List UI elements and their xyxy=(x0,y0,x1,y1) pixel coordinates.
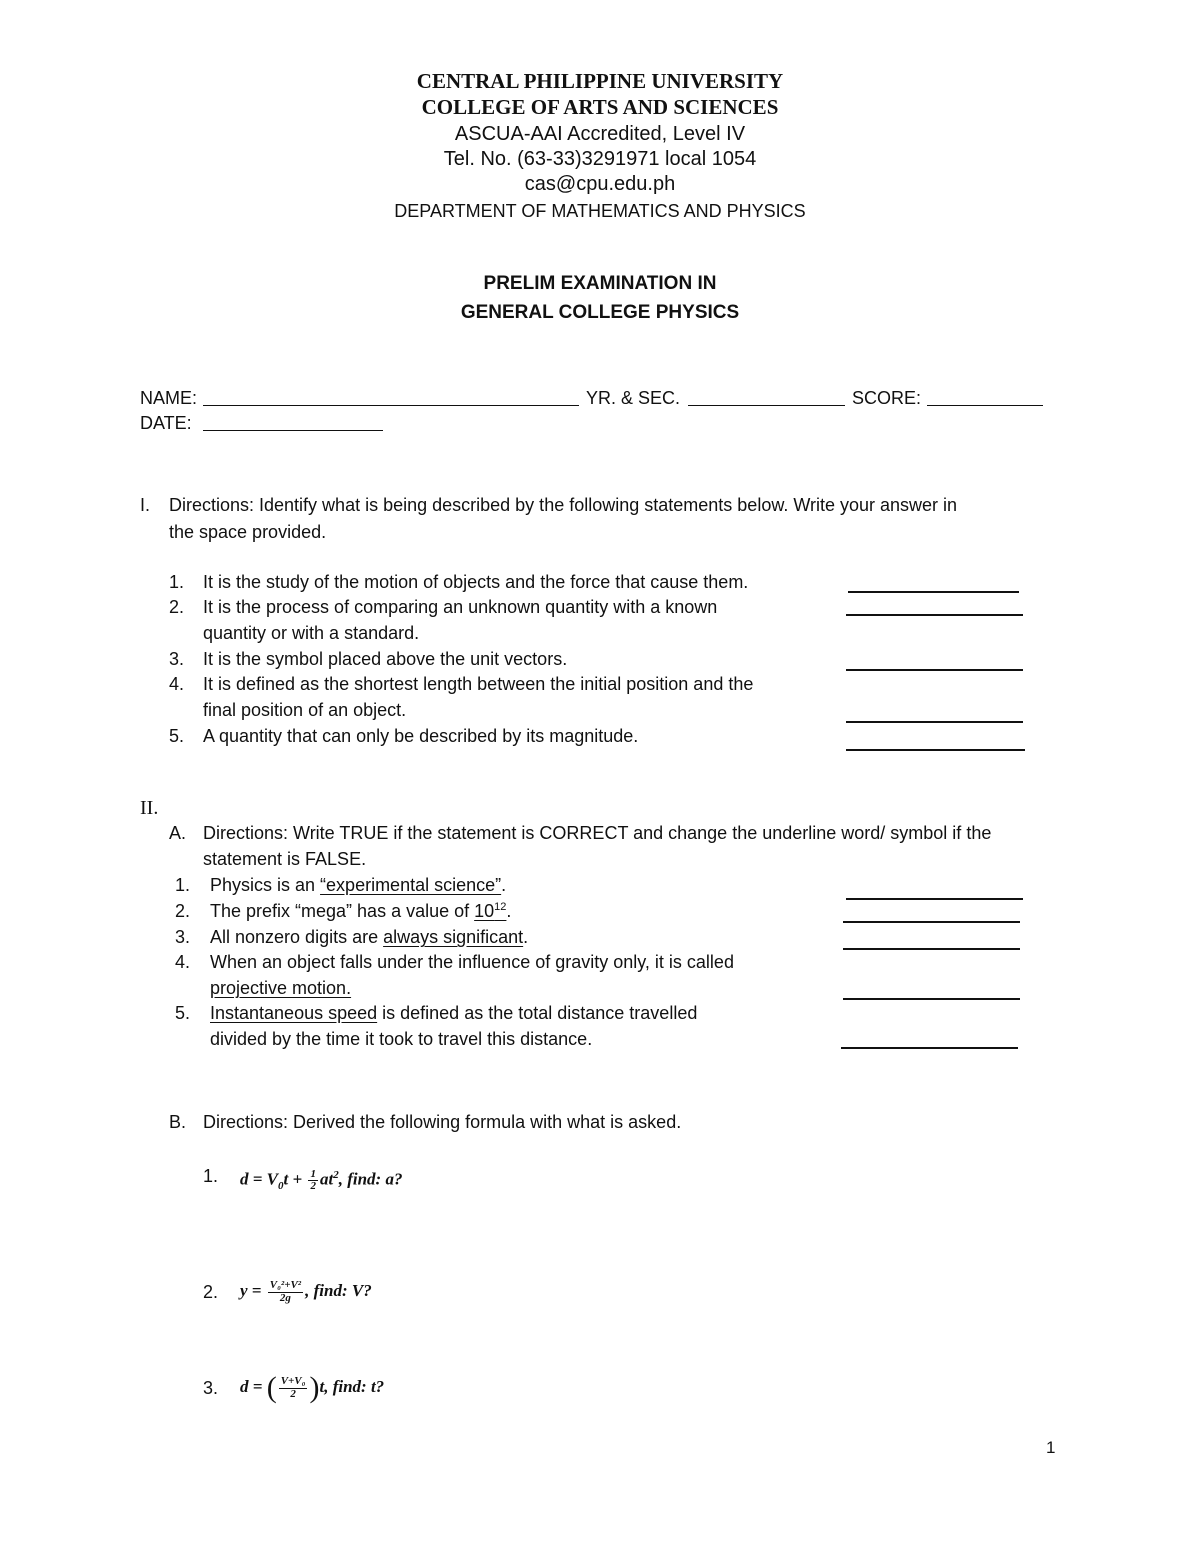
denominator: 2 xyxy=(290,1387,296,1400)
part1-directions-cont: the space provided. xyxy=(169,522,327,542)
item-text-post: . xyxy=(506,901,512,921)
formula-number: 3. xyxy=(203,1378,219,1398)
yr-sec-field[interactable] xyxy=(688,405,845,406)
answer-line[interactable] xyxy=(846,898,1023,900)
find-target: , find: V? xyxy=(305,1281,372,1300)
item-text-post: is defined as the total distance travelled xyxy=(377,1003,698,1023)
item-number: 5. xyxy=(175,1003,191,1023)
item-text-post: . xyxy=(501,875,507,895)
answer-line[interactable] xyxy=(846,669,1023,671)
formula-right: t xyxy=(319,1377,325,1396)
department-name: DEPARTMENT OF MATHEMATICS AND PHYSICS xyxy=(394,201,806,221)
formula-left: y = xyxy=(240,1281,266,1300)
section-a-letter: A. xyxy=(169,823,187,843)
formula-left: d = V xyxy=(240,1169,279,1189)
answer-line[interactable] xyxy=(841,1047,1018,1049)
score-field[interactable] xyxy=(927,405,1043,406)
formula-3 xyxy=(240,1368,384,1407)
exponent: 12 xyxy=(494,901,507,913)
item-text: It is the symbol placed above the unit vectors. xyxy=(203,649,568,669)
formula-1 xyxy=(240,1158,402,1203)
item-number: 1. xyxy=(169,572,185,592)
section-a-directions-cont: statement is FALSE. xyxy=(203,849,367,869)
date-field[interactable] xyxy=(203,430,383,431)
formula-left: d = xyxy=(240,1377,267,1396)
underlined-term: always significant xyxy=(383,927,524,947)
paren-open: ( xyxy=(266,1371,277,1405)
name-field[interactable] xyxy=(203,405,579,406)
part1-numeral: I. xyxy=(140,495,151,515)
name-label: NAME: xyxy=(140,388,198,408)
part1-directions: Directions: Identify what is being described by the following statements below. Write your answer in xyxy=(169,495,958,515)
answer-line[interactable] xyxy=(843,948,1020,950)
formula-2 xyxy=(240,1274,372,1308)
item-text-pre: Physics is an xyxy=(210,875,321,895)
item-text-cont: quantity or with a standard. xyxy=(203,623,420,643)
answer-line[interactable] xyxy=(846,614,1023,616)
formula-number: 1. xyxy=(203,1166,219,1186)
part2-numeral: II. xyxy=(140,797,159,819)
underlined-term: projective motion. xyxy=(210,978,352,998)
item-text: It is the process of comparing an unknown quantity with a known xyxy=(203,597,718,617)
item-text-pre: All nonzero digits are xyxy=(210,927,384,947)
item-number: 3. xyxy=(175,927,191,947)
denominator: 2 xyxy=(310,1180,316,1193)
item-text xyxy=(210,876,506,894)
item-text-post: . xyxy=(523,927,529,947)
exam-title-line2: GENERAL COLLEGE PHYSICS xyxy=(460,302,740,323)
answer-line[interactable] xyxy=(846,749,1025,751)
denominator: 2g xyxy=(279,1291,291,1304)
accreditation: ASCUA-AAI Accredited, Level IV xyxy=(454,123,746,145)
fraction xyxy=(268,1280,303,1304)
subscript: 0 xyxy=(278,1180,284,1193)
paren-close: ) xyxy=(309,1371,320,1405)
item-number: 2. xyxy=(175,901,191,921)
page-number: 1 xyxy=(1046,1438,1056,1457)
item-text-pre: The prefix “mega” has a value of xyxy=(210,901,475,921)
score-label: SCORE: xyxy=(852,388,922,408)
numerator: V₀²+V² xyxy=(269,1279,302,1292)
underlined-term: Instantaneous speed xyxy=(210,1003,378,1023)
item-number: 5. xyxy=(169,726,185,746)
answer-line[interactable] xyxy=(843,998,1020,1000)
answer-line[interactable] xyxy=(848,591,1019,593)
fraction xyxy=(279,1376,308,1400)
item-text-cont: final position of an object. xyxy=(203,700,407,720)
formula-mid: t + xyxy=(283,1169,307,1189)
underlined-term: “experimental science” xyxy=(320,875,502,895)
item-text xyxy=(210,928,528,946)
exponent: 2 xyxy=(333,1169,339,1181)
fraction xyxy=(308,1169,318,1193)
item-number: 4. xyxy=(175,952,191,972)
yr-sec-label: YR. & SEC. xyxy=(586,388,681,408)
section-a-directions: Directions: Write TRUE if the statement is CORRECT and change the underline word/ symbol if the xyxy=(203,823,992,843)
item-text: When an object falls under the influence of gravity only, it is called xyxy=(210,952,734,972)
numerator: V+V₀ xyxy=(280,1375,306,1388)
section-b-letter: B. xyxy=(169,1112,187,1132)
item-text: A quantity that can only be described by its magnitude. xyxy=(203,726,639,746)
item-number: 3. xyxy=(169,649,185,669)
university-name: CENTRAL PHILIPPINE UNIVERSITY xyxy=(416,69,784,93)
date-label: DATE: xyxy=(140,413,192,433)
find-target: , find: t? xyxy=(324,1377,385,1396)
item-text xyxy=(210,1004,697,1022)
underlined-term xyxy=(474,901,506,921)
item-number: 4. xyxy=(169,674,185,694)
numerator: 1 xyxy=(310,1167,316,1180)
section-b-directions: Directions: Derived the following formula with what is asked. xyxy=(203,1112,682,1132)
formula-right: at xyxy=(319,1169,334,1189)
find-target: , find: a? xyxy=(338,1169,403,1189)
college-name: COLLEGE OF ARTS AND SCIENCES xyxy=(421,95,779,119)
answer-line[interactable] xyxy=(846,721,1023,723)
answer-line[interactable] xyxy=(843,921,1020,923)
telephone: Tel. No. (63-33)3291971 local 1054 xyxy=(443,148,757,170)
exam-title-line1: PRELIM EXAMINATION IN xyxy=(483,273,717,294)
item-number: 2. xyxy=(169,597,185,617)
item-number: 1. xyxy=(175,875,191,895)
email: cas@cpu.edu.ph xyxy=(524,173,676,195)
base: 10 xyxy=(474,901,495,921)
item-text: It is the study of the motion of objects and the force that cause them. xyxy=(203,572,749,592)
item-text-cont: divided by the time it took to travel this distance. xyxy=(210,1029,593,1049)
item-text: It is defined as the shortest length between the initial position and the xyxy=(203,674,754,694)
item-text xyxy=(210,902,511,920)
formula-number: 2. xyxy=(203,1282,219,1302)
